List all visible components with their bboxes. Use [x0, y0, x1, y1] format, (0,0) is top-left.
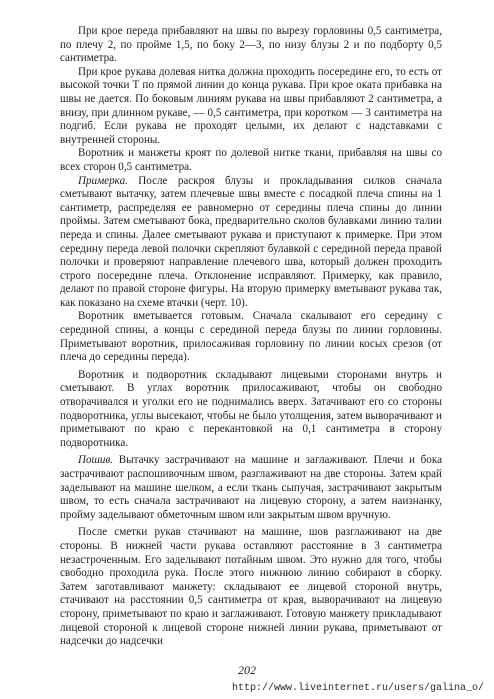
paragraph-4: Примерка. После раскроя блузы и прокладывания силков сначала сметывают вытачку, затем плечевые швы вместе с посадкой плеча спины на 1 сантиметр, распределяя ее равномерно от середины плеча спины до линии проймы. Затем сметывают бока, предварительно сколов булавками линию талии переда и спины. Далее сметывают рукава и приступают к примерке. При этом середину переда левой полочки скрепляют булавкой с серединой переда правой полочки и проверяют направление плечевого шва, который должен проходить строго посередине плеча. Отклонение исправляют. Примерку, как правило, делают по правой стороне фигуры. На вторую примерку вметывают рукава так, как показано на схеме втачки (черт. 10).	[60, 174, 442, 309]
paragraph-2: При крое рукава долевая нитка должна проходить посередине его, то есть от высокой точки Т по прямой линии до конца рукава. При крое оката прибавка на швы не дается. По боковым линиям рукава на швы прибавляют 2 сантиметра, а внизу, при длинном рукаве, — 0,5 сантиметра, при коротком — 3 сантиметра на подгиб. Если рукава не проходят целыми, их делают с надставками с внутренней стороны.	[60, 65, 442, 146]
paragraph-1: При крое переда прибавляют на швы по вырезу горловины 0,5 сантиметра, по плечу 2, по пройме 1,5, по боку 2—3, по низу блузы 2 и по подборту 0,5 сантиметра.	[60, 25, 442, 65]
body-text	[60, 25, 442, 649]
section-heading-poshiv: Пошив.	[78, 454, 114, 467]
paragraph-5: Воротник вметывается готовым. Сначала скалывают его середину с серединой спины, а концы с серединой переда блузы по линии горловины. Приметывают воротник, прилосаживая горловину по линии косых срезов (от плеча до середины переда).	[60, 310, 442, 364]
paragraph-8: После сметки рукав стачивают на машине, шов разглаживают на две стороны. В нижней части рукава оставляют расстояние в 3 сантиметра незастроченным. Его заделывают потайным швом. Это нужно для того, чтобы свободно проходила рука. После этого нижнюю линию собирают в сборку. Затем заготавливают манжету: складывают ее лицевой стороной внутрь, стачивают на расстоянии 0,5 сантиметра от края, выворачивают на лицевую сторону, приметывают по краю и заглаживают. Готовую манжету прикладывают лицевой стороной к лицевой стороне нижней линии рукава, приметывают от надсечки до надсечки	[60, 526, 442, 648]
paragraph-3: Воротник и манжеты кроят по долевой нитке ткани, прибавляя на швы со всех сторон 0,5 сантиметра.	[60, 147, 442, 173]
paragraph-6: Воротник и подворотник складывают лицевыми сторонами внутрь и сметывают. В углах воротник прилосаживают, чтобы он свободно отворачивался и уголки его не поднимались вверх. Затачивают его со стороны подворотника, углы высекают, чтобы не было утолщения, затем выворачивают и приметывают по краю с перекантовкой на 0,1 сантиметра в сторону подворотника.	[60, 368, 442, 449]
paragraph-7: Пошив. Вытачку застрачивают на машине и заглаживают. Плечи и бока застрачивают распошивочным швом, разглаживают на две стороны. Затем край заделывают на машине шелком, а если ткань сыпучая, застрачивают закрытым швом, то есть сначала застрачивают на лицевую сторону, а затем наизнанку, пройму заделывают обметочным швом или закрытым швом вручную.	[60, 454, 442, 521]
page-number: 202	[238, 663, 256, 677]
section-heading-primerka: Примерка.	[78, 174, 128, 187]
watermark-url: http://www.liveinternet.ru/users/galina_o/	[231, 683, 484, 694]
